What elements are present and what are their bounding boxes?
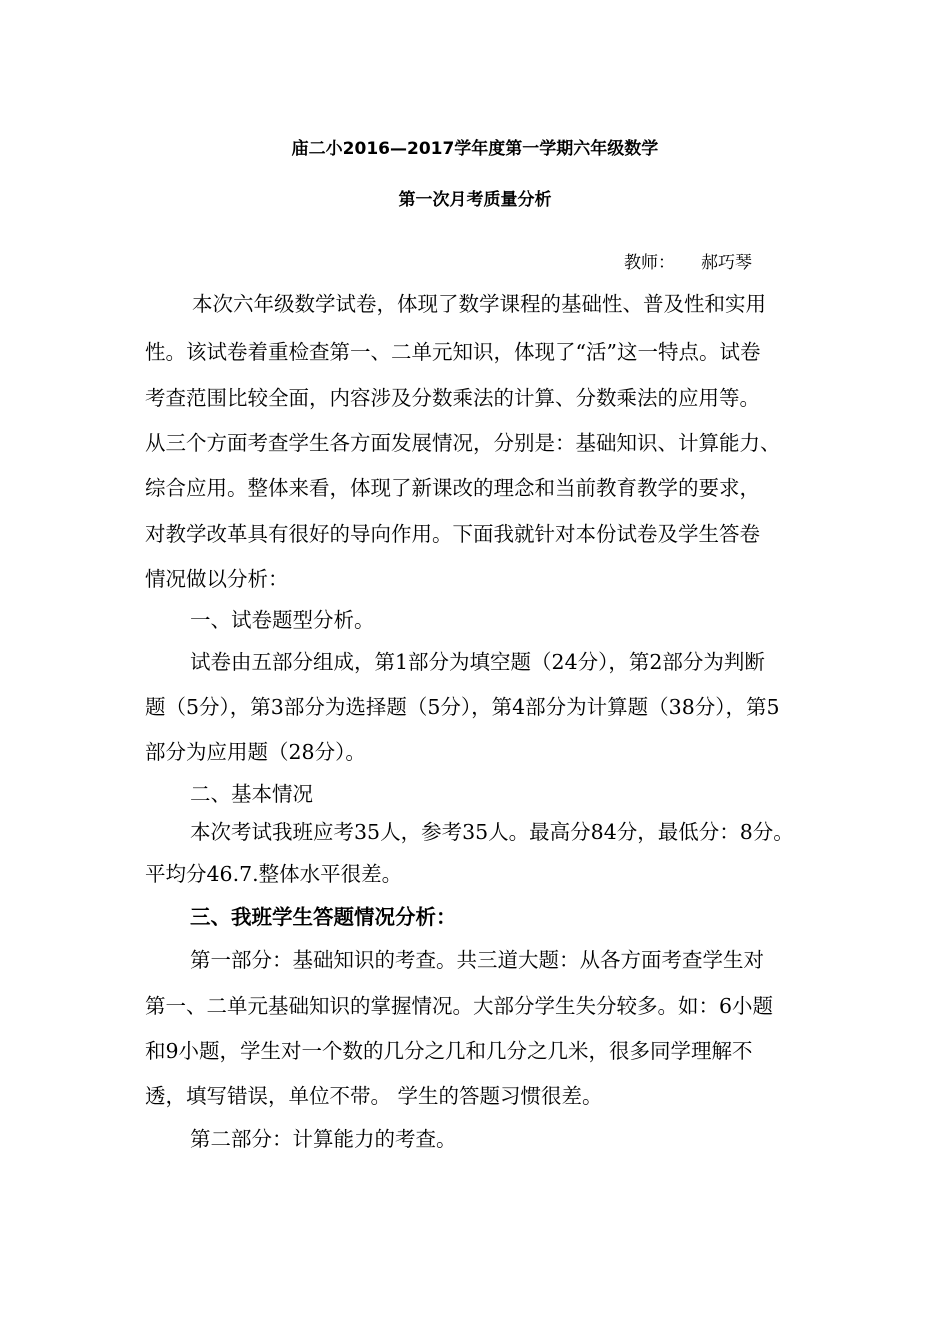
paragraph-line: 从三个方面考查学生各方面发展情况，分别是：基础知识、计算能力、 (145, 431, 781, 455)
document-title-line1: 庙二小2016—2017学年度第一学期六年级数学 (291, 139, 659, 159)
paragraph-line: 对教学改革具有很好的导向作用。下面我就针对本份试卷及学生答卷 (145, 522, 760, 546)
section-heading: 一、试卷题型分析。 (190, 608, 375, 632)
paragraph-line: 试卷由五部分组成，第1部分为填空题（24分），第2部分为判断 (190, 650, 765, 674)
paragraph-line: 情况做以分析： (145, 567, 289, 591)
paragraph-line: 性。该试卷着重检查第一、二单元知识，体现了“活”这一特点。试卷 (145, 340, 761, 364)
paragraph-line: 综合应用。整体来看，体现了新课改的理念和当前教育教学的要求， (145, 476, 760, 500)
teacher-name: 郝巧琴 (701, 253, 752, 273)
paragraph-line: 平均分46.7.整体水平很差。 (145, 862, 403, 886)
section-heading: 三、我班学生答题情况分析： (190, 905, 457, 929)
teacher-info (624, 248, 752, 273)
paragraph-line: 第一、二单元基础知识的掌握情况。大部分学生失分较多。如：6小题 (145, 994, 774, 1018)
paragraph-line: 部分为应用题（28分）。 (145, 740, 366, 764)
paragraph-line: 本次六年级数学试卷，体现了数学课程的基础性、普及性和实用 (192, 292, 766, 316)
paragraph-line: 第一部分：基础知识的考查。共三道大题：从各方面考查学生对 (190, 948, 764, 972)
section-heading: 二、基本情况 (190, 782, 313, 806)
document-title-line2: 第一次月考质量分析 (398, 190, 552, 210)
paragraph-line: 题（5分），第3部分为选择题（5分），第4部分为计算题（38分），第5 (145, 695, 780, 719)
paragraph-line: 第二部分：计算能力的考查。 (190, 1127, 457, 1151)
paragraph-line: 本次考试我班应考35人，参考35人。最高分84分，最低分：8分。 (190, 820, 794, 844)
teacher-label: 教师： (624, 253, 675, 273)
paragraph-line: 透，填写错误，单位不带。 学生的答题习惯很差。 (145, 1084, 603, 1108)
paragraph-line: 考查范围比较全面，内容涉及分数乘法的计算、分数乘法的应用等。 (145, 386, 760, 410)
paragraph-line: 和9小题，学生对一个数的几分之几和几分之几米，很多同学理解不 (145, 1039, 753, 1063)
